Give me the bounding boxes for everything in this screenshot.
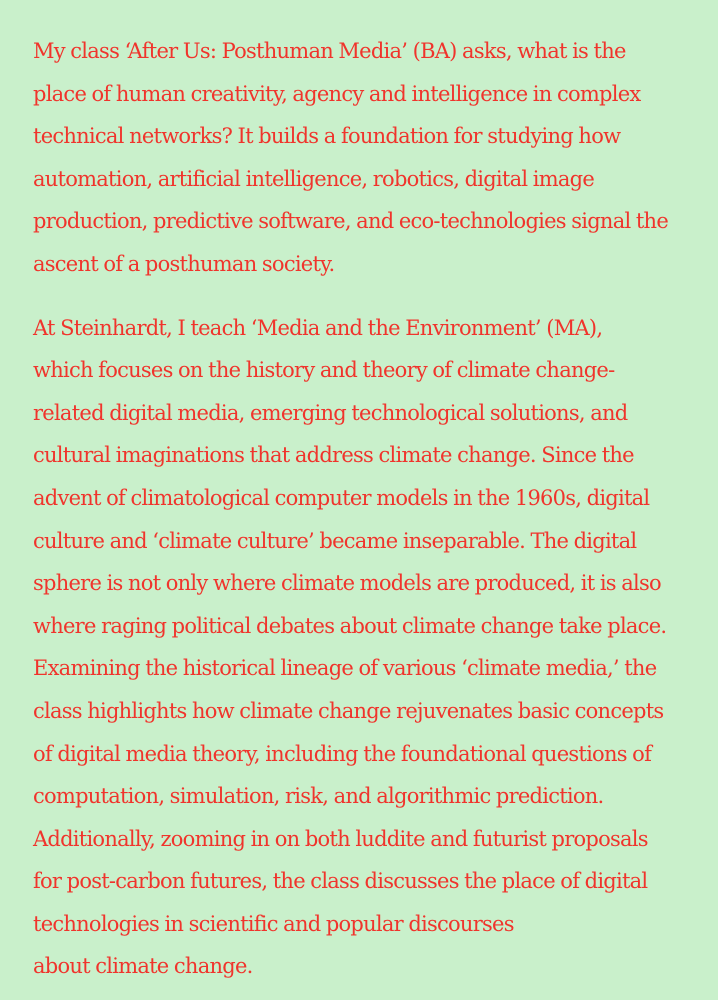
text-line: class highlights how climate change rejuvenates basic concepts [33,698,664,723]
text-line: technical networks? It builds a foundation for studying how [33,124,621,149]
text-line: technologies in scientific and popular discourses [33,911,514,936]
text-line: about climate change. [33,954,253,979]
paragraph-steinhardt [33,307,718,989]
text-line: At Steinhardt, I teach ‘Media and the Environment’ (MA), [33,315,603,340]
text-line: advent of climatological computer models in the 1960s, digital [33,485,650,510]
text-line: automation, artificial intelligence, robotics, digital image [33,166,595,191]
text-line: Additionally, zooming in on both luddite and futurist proposals [33,826,648,851]
text-line: ascent of a posthuman society. [33,251,335,276]
text-line: place of human creativity, agency and intelligence in complex [33,81,641,106]
text-line: Examining the historical lineage of various ‘climate media,’ the [33,656,657,681]
text-line: which focuses on the history and theory of climate change- [33,358,615,383]
text-line: culture and ‘climate culture’ became inseparable. The digital [33,528,637,553]
paragraph-after-us [33,30,718,286]
text-line: of digital media theory, including the foundational questions of [33,741,652,766]
text-line: computation, simulation, risk, and algorithmic prediction. [33,784,604,809]
text-line: related digital media, emerging technological solutions, and [33,400,628,425]
text-line: My class ‘After Us: Posthuman Media’ (BA) asks, what is the [33,39,626,63]
text-line: for post-carbon futures, the class discusses the place of digital [33,869,648,894]
text-line: sphere is not only where climate models are produced, it is also [33,571,661,596]
text-line: production, predictive software, and eco-technologies signal the [33,209,668,234]
text-line: where raging political debates about climate change take place. [33,613,667,638]
text-line: cultural imaginations that address climate change. Since the [33,443,634,468]
